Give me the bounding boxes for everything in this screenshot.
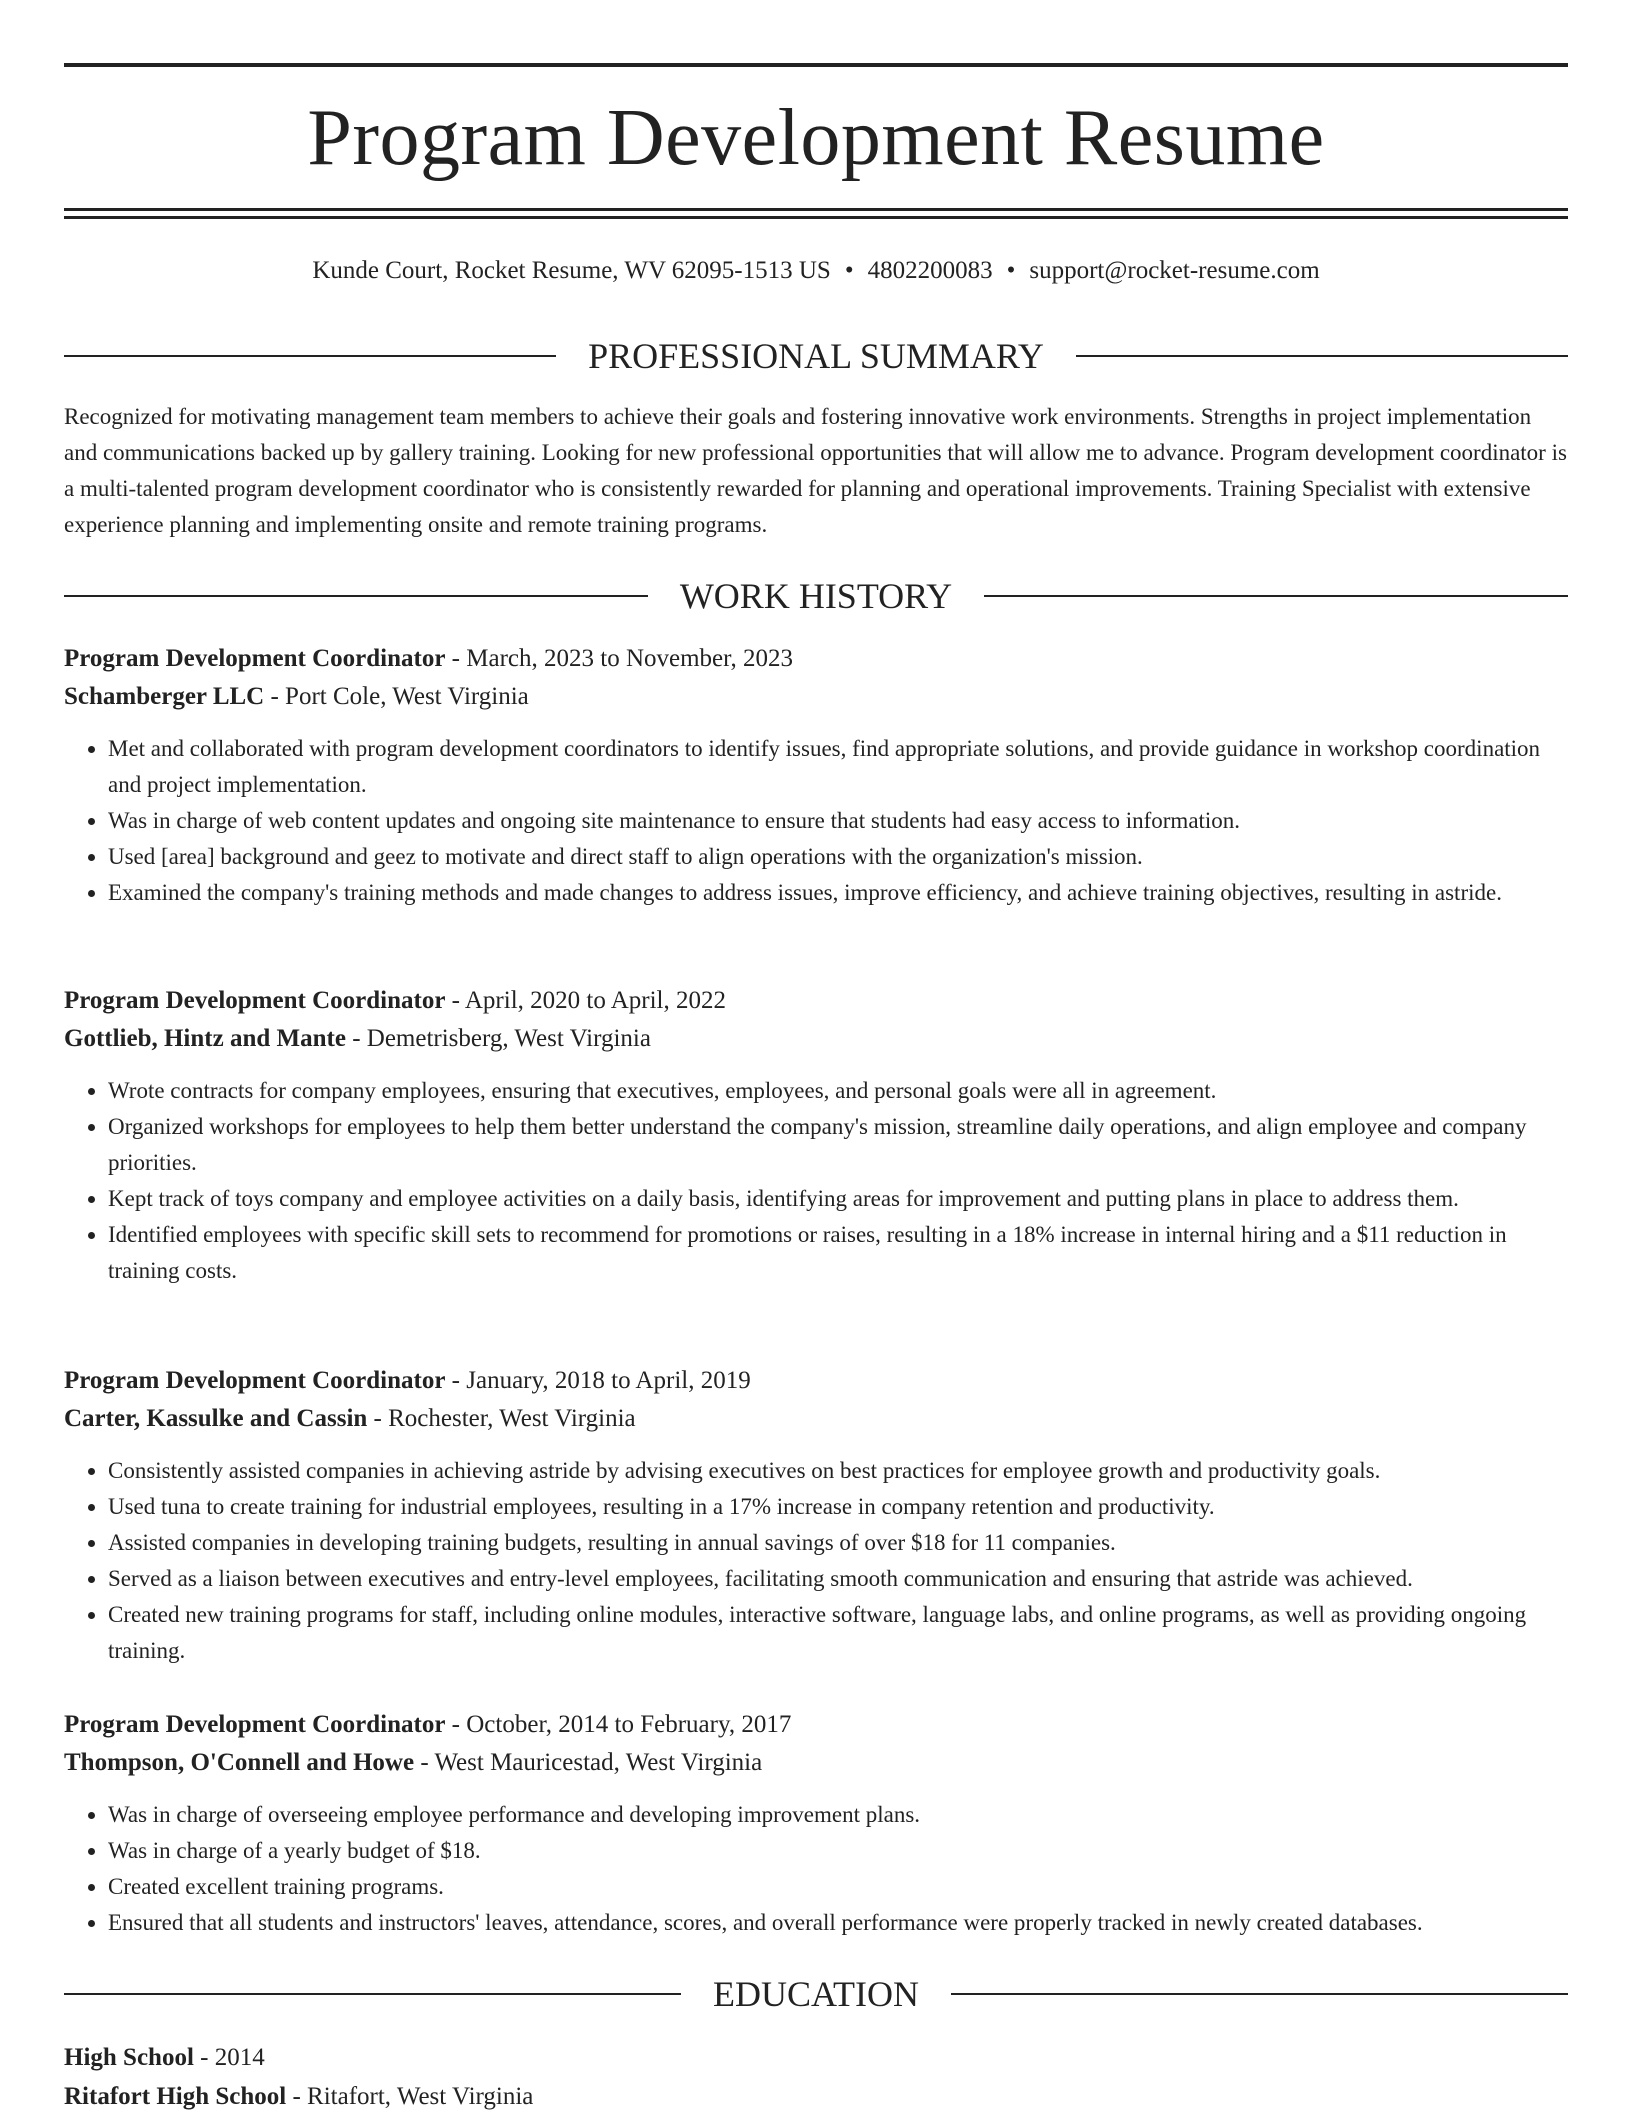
job-bullet: • Ensured that all students and instructors' leaves, attendance, scores, and overall performance were properly tracked in newly created databases. [108, 1905, 1568, 1941]
job-bullet: • Identified employees with specific skill sets to recommend for promotions or raises, resulting in a 18% increase in internal hiring and a $11 reduction in training costs. [108, 1217, 1568, 1289]
job-location: - West Mauricestad, West Virginia [414, 1749, 763, 1776]
contact-email: support@rocket-resume.com [1029, 257, 1320, 284]
job-bullet: • Assisted companies in developing training budgets, resulting in annual savings of over $18 for 11 companies. [108, 1525, 1568, 1561]
job-title: Program Development Coordinator [64, 1711, 446, 1738]
job-dates: - October, 2014 to February, 2017 [445, 1711, 792, 1738]
job-entry-1 [64, 640, 1568, 911]
job-bullet: • Kept track of toys company and employee activities on a daily basis, identifying areas for improvement and putting plans in place to address them. [108, 1181, 1568, 1217]
job-dates: - March, 2023 to November, 2023 [445, 645, 793, 672]
job-company-line [64, 1020, 1568, 1058]
contact-separator: • [1006, 257, 1016, 284]
job-bullet: • Wrote contracts for company employees, ensuring that executives, employees, and personal goals were all in agreement. [108, 1073, 1568, 1109]
job-dates: - January, 2018 to April, 2019 [445, 1367, 751, 1394]
job-entry-4 [64, 1706, 1568, 1941]
heading-rule-right [951, 1993, 1568, 1995]
job-bullet: • Created new training programs for staff, including online modules, interactive software, language labs, and online programs, as well as providing ongoing training. [108, 1597, 1568, 1669]
job-bullet: • Was in charge of overseeing employee performance and developing improvement plans. [108, 1797, 1568, 1833]
top-rule [64, 63, 1568, 67]
summary-section-heading [64, 334, 1568, 378]
heading-rule-left [64, 595, 648, 597]
job-company-line [64, 678, 1568, 716]
resume-title: Program Development Resume [307, 94, 1325, 182]
contact-separator: • [844, 257, 854, 284]
education-entry [64, 2038, 1568, 2116]
job-bullet: • Met and collaborated with program development coordinators to identify issues, find appropriate solutions, and provide guidance in workshop coordination and project implementation. [108, 731, 1568, 803]
education-year: - 2014 [193, 2044, 265, 2071]
job-company: Schamberger LLC [64, 683, 265, 710]
education-degree: High School [64, 2044, 194, 2071]
job-bullet: • Was in charge of a yearly budget of $18. [108, 1833, 1568, 1869]
job-bullets [64, 731, 1568, 911]
job-dates: - April, 2020 to April, 2022 [445, 987, 726, 1014]
job-bullet: • Consistently assisted companies in achieving astride by advising executives on best practices for employee growth and productivity goals. [108, 1453, 1568, 1489]
job-company-line [64, 1400, 1568, 1438]
education-heading: EDUCATION [713, 1974, 919, 2014]
job-role-line [64, 982, 1568, 1020]
work-section-heading [64, 574, 1568, 618]
job-role-line [64, 1706, 1568, 1744]
job-bullet: • Organized workshops for employees to help them better understand the company's mission, streamline daily operations, and align employee and company priorities. [108, 1109, 1568, 1181]
job-title: Program Development Coordinator [64, 987, 446, 1014]
contact-line [64, 253, 1568, 289]
job-bullet: • Examined the company's training methods and made changes to address issues, improve efficiency, and achieve training objectives, resulting in astride. [108, 875, 1568, 911]
job-role-line [64, 640, 1568, 678]
job-title: Program Development Coordinator [64, 645, 446, 672]
job-company-line [64, 1744, 1568, 1782]
job-title: Program Development Coordinator [64, 1367, 446, 1394]
job-bullet: • Created excellent training programs. [108, 1869, 1568, 1905]
education-school-line [64, 2077, 1568, 2116]
job-entry-3 [64, 1362, 1568, 1669]
work-heading: WORK HISTORY [679, 576, 953, 616]
job-bullets [64, 1453, 1568, 1669]
contact-phone: 4802200083 [867, 257, 993, 284]
heading-rule-left [64, 1993, 681, 1995]
job-location: - Port Cole, West Virginia [264, 683, 529, 710]
job-entry-2 [64, 982, 1568, 1289]
education-section-heading [64, 1972, 1568, 2016]
heading-rule-right [984, 595, 1568, 597]
education-degree-line [64, 2038, 1568, 2077]
heading-rule-right [1076, 355, 1568, 357]
job-bullet: • Served as a liaison between executives and entry-level employees, facilitating smooth communication and ensuring that astride was achieved. [108, 1561, 1568, 1597]
education-location: - Ritafort, West Virginia [286, 2083, 534, 2110]
education-school: Ritafort High School [64, 2083, 287, 2110]
job-location: - Demetrisberg, West Virginia [345, 1025, 651, 1052]
job-bullet: • Used tuna to create training for industrial employees, resulting in a 17% increase in company retention and productivity. [108, 1489, 1568, 1525]
job-bullet: • Used [area] background and geez to motivate and direct staff to align operations with the organization's mission. [108, 839, 1568, 875]
job-company: Gottlieb, Hintz and Mante [64, 1025, 346, 1052]
job-company: Thompson, O'Connell and Howe [64, 1749, 415, 1776]
job-bullets [64, 1797, 1568, 1941]
job-bullet: • Was in charge of web content updates and ongoing site maintenance to ensure that students had easy access to information. [108, 803, 1568, 839]
title-double-rule [64, 208, 1568, 219]
job-role-line [64, 1362, 1568, 1400]
job-company: Carter, Kassulke and Cassin [64, 1405, 368, 1432]
heading-rule-left [64, 355, 556, 357]
job-bullets [64, 1073, 1568, 1289]
summary-text: Recognized for motivating management team members to achieve their goals and fostering innovative work environments. Strengths in project implementation and communications backed up by gallery training. Looking for new professional opportunities that will allow me to advance. Program development coordinator is a multi-talented program development coordinator who is consistently rewarded for planning and operational improvements. Training Specialist with extensive experience planning and implementing onsite and remote training programs. [64, 404, 1567, 537]
contact-address: Kunde Court, Rocket Resume, WV 62095-1513 US [312, 257, 831, 284]
job-location: - Rochester, West Virginia [367, 1405, 636, 1432]
summary-heading: PROFESSIONAL SUMMARY [588, 336, 1044, 376]
